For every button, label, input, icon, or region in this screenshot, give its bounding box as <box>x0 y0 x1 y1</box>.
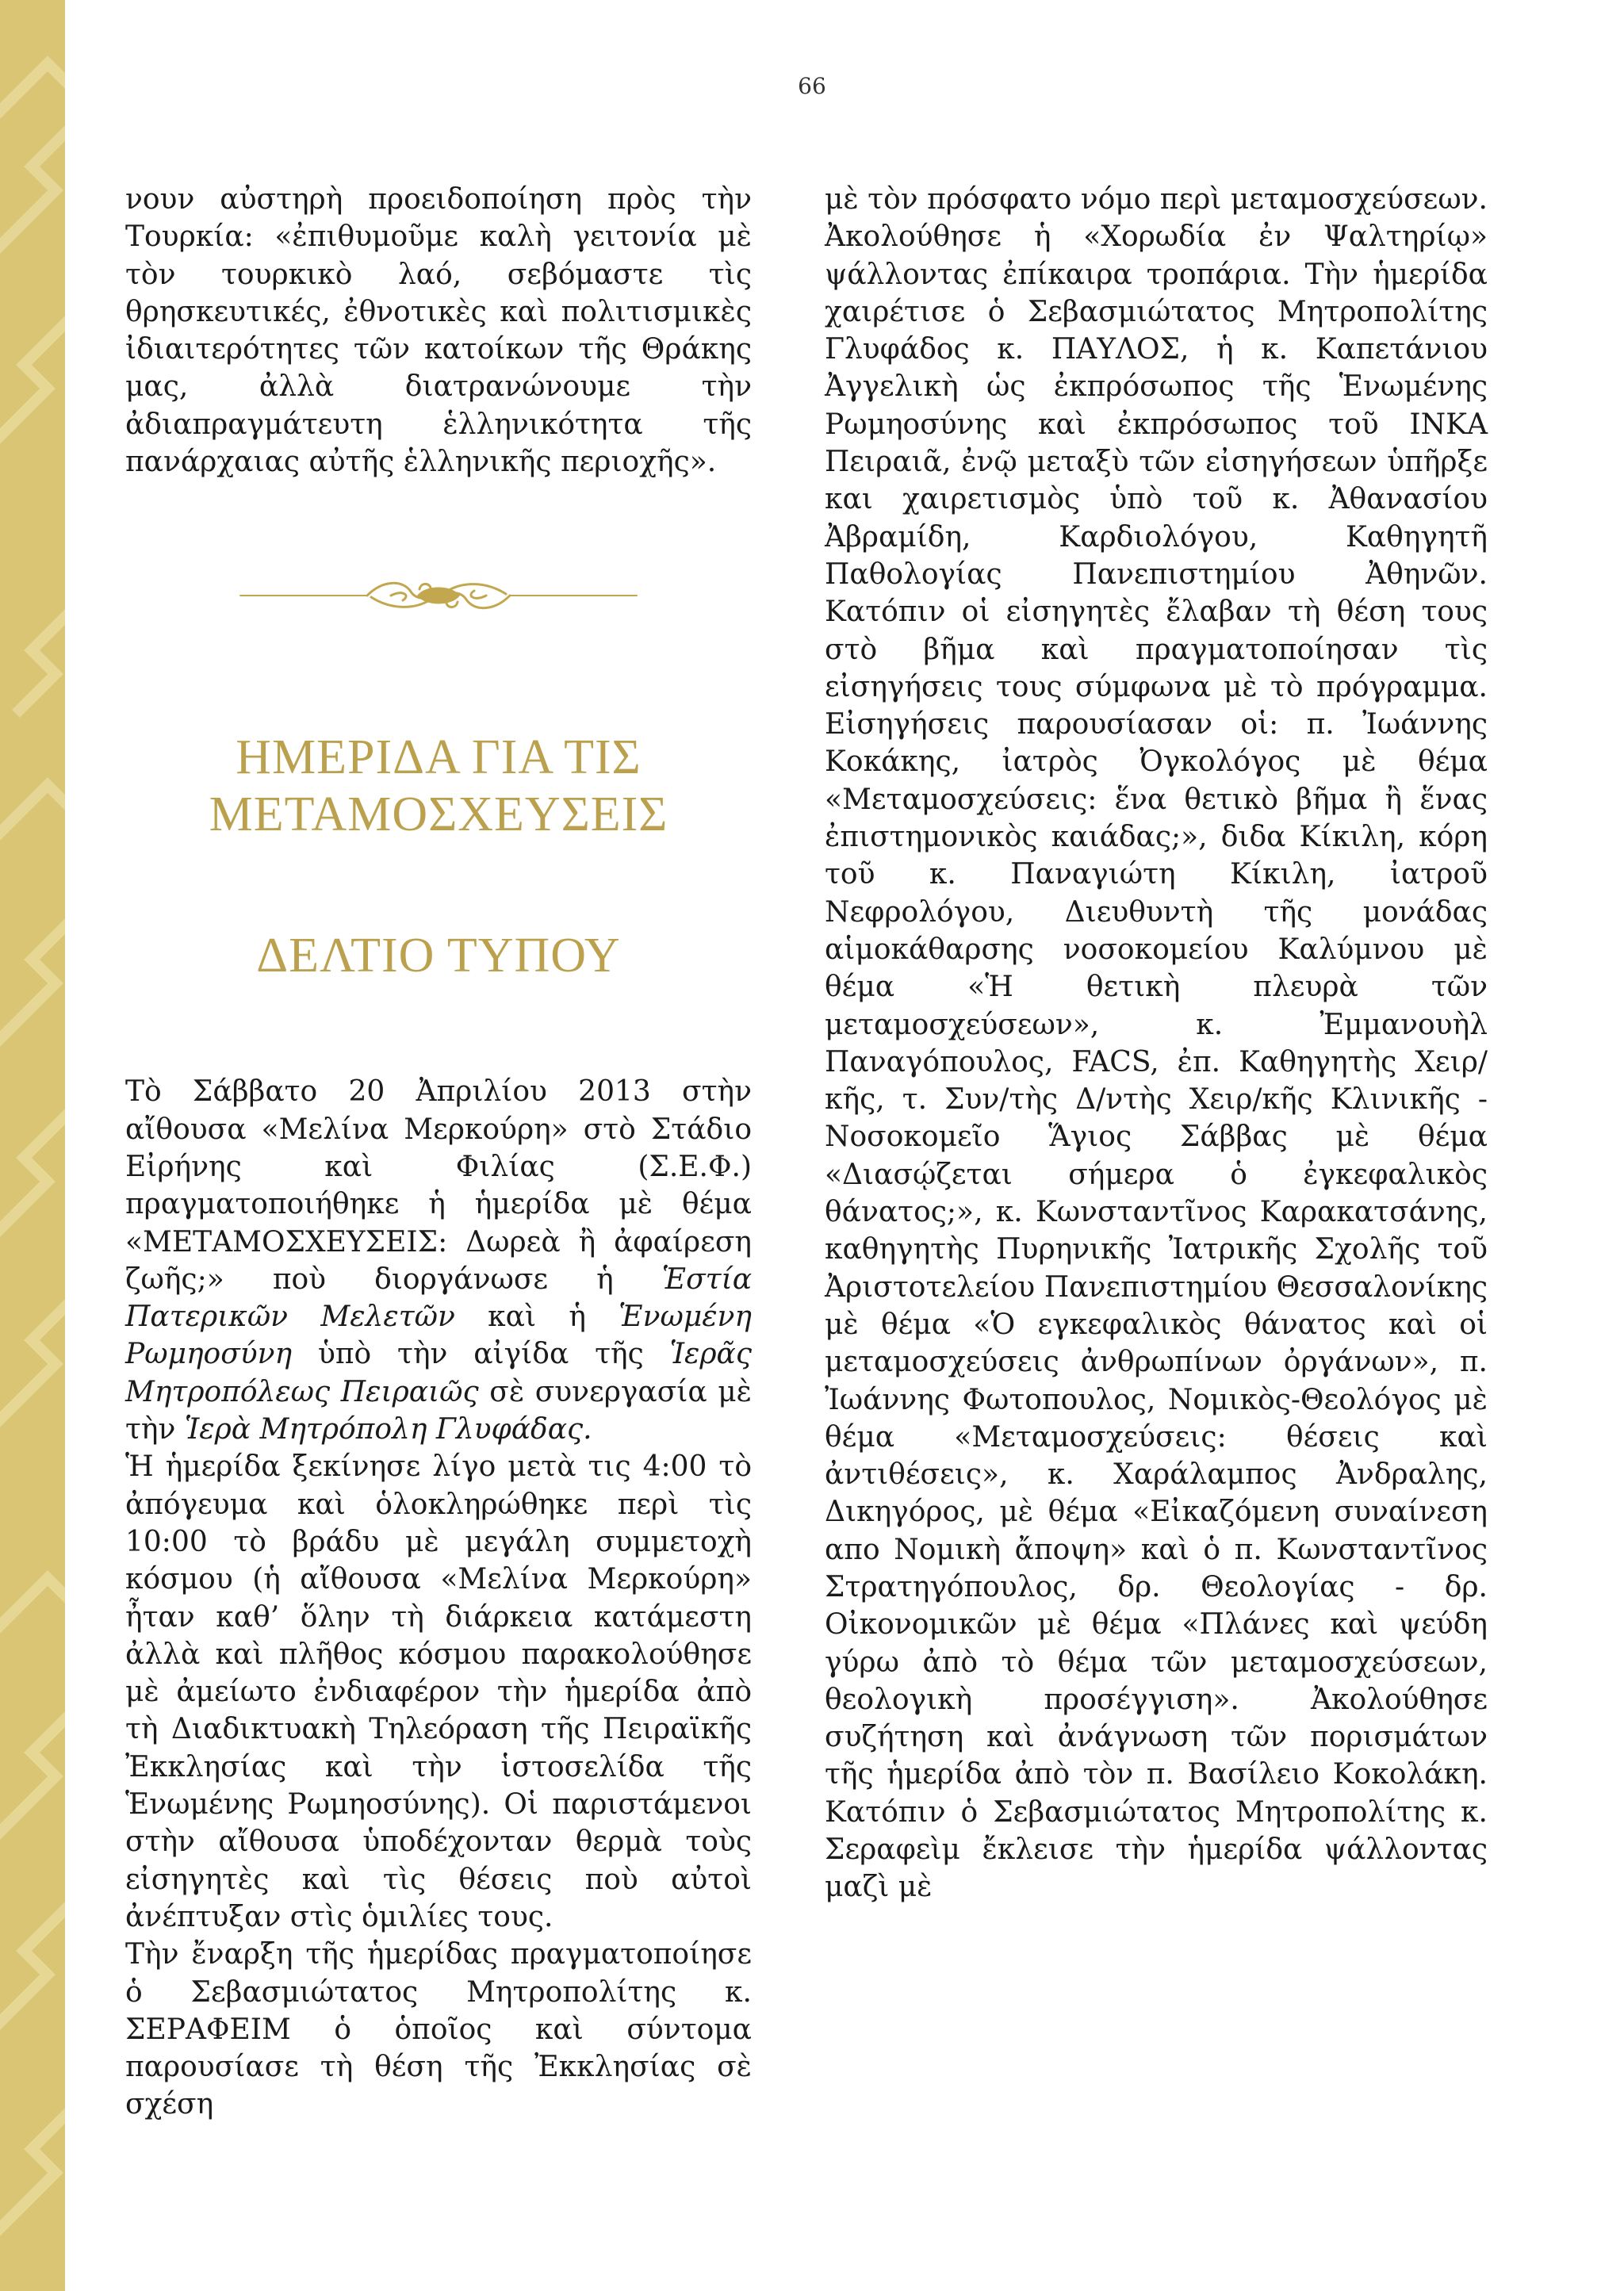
right-body-paragraph: μὲ τὸν πρόσφατο νόμο περὶ μεταμοσχεύσεων. Ἀκολούθησε ἡ «Χορωδία ἐν Ψαλτηρίῳ» ψάλλοντας ἐπίκαιρα τροπάρια. Τὴν ἡμερίδα χαιρέτισε ὁ Σεβασμιώτατος Μητροπολίτης Γλυφάδος κ. ΠΑΥΛΟΣ, ἡ κ. Καπετάνιου Ἀγγελικὴ ὡς ἐκπρόσωπος τῆς Ἑνωμένης Ρωμηοσύνης καὶ ἐκπρόσωπος τοῦ ΙΝΚΑ Πειραιᾶ, ἐνῷ μεταξὺ τῶν εἰσηγήσεων ὑπῆρξε και χαιρετισμὸς ὑπὸ τοῦ κ. Ἀθανασίου Ἀβραμίδη, Καρδιολόγου, Καθηγητῆ Παθολογίας Πανεπιστημίου Ἀθηνῶν. Κατόπιν οἱ εἰσηγητὲς ἔλαβαν τὴ θέση τους στὸ βῆμα καὶ πραγματοποίησαν τὶς εἰσηγήσεις τους σύμφωνα μὲ τὸ πρόγραμμα. Εἰσηγήσεις παρουσίασαν οἱ: π. Ἰωάννης Κοκάκης, ἰατρὸς Ὀγκολόγος μὲ θέμα «Μεταμοσχεύσεις: ἕνα θετικὸ βῆμα ἢ ἕνας ἐπιστημονικὸς καιάδας;», διδα Κίκιλη, κόρη τοῦ κ. Παναγιώτη Κίκιλη, ἰατροῦ Νεφρολόγου, Διευθυντὴ τῆς μονάδας αἱμοκάθαρσης νοσοκομείου Καλύμνου μὲ θέμα «Ἡ θετικὴ πλευρὰ τῶν μεταμοσχεύσεων», κ. Ἐμμανουὴλ Παναγόπουλος, FACS, ἐπ. Καθηγητὴς Χειρ/κῆς, τ. Συν/τὴς Δ/ντὴς Χειρ/κῆς Κλινικῆς - Νοσοκομεῖο Ἅγιος Σάββας μὲ θέμα «Διασῴζεται σήμερα ὁ ἐγκεφαλικὸς θάνατος;», κ. Κωνσταντῖνος Καρακατσάνης, καθηγητὴς Πυρηνικῆς Ἰατρικῆς Σχολῆς τοῦ Ἀριστοτελείου Πανεπιστημίου Θεσσαλονίκης μὲ θέμα «Ὁ εγκεφαλικὸς θάνατος καὶ οἱ μεταμοσχεύσεις ἀνθρωπίνων ὀργάνων», π. Ἰωάννης Φωτοπουλος, Νομικὸς-Θεολόγος μὲ θέμα «Μεταμοσχεύσεις: θέσεις καὶ ἀντιθέσεις», κ. Χαράλαμπος Ἀνδραλης, Δικηγόρος, μὲ θέμα «Εἰκαζόμενη συναίνεση απο Νομικὴ ἄποψη» καὶ ὁ π. Κωνσταντῖνος Στρατηγόπουλος, δρ. Θεολογίας - δρ. Οἰκονομικῶν μὲ θέμα «Πλάνες καὶ ψεύδη γύρω ἀπὸ τὸ θέμα τῶν μεταμοσχεύσεων, θεολογικὴ προσέγγιση». Ἀκολούθησε συζήτηση καὶ ἀνάγνωση τῶν πορισμάτων τῆς ἡμερίδα ἀπὸ τὸν π. Βασίλειο Κοκολάκη. Κατόπιν ὁ Σεβασμιώτατος Μητροπολίτης κ. Σεραφεὶμ ἔκλεισε τὴν ἡμερίδα ψάλλοντας μαζὶ μὲ <box>825 183 1488 1904</box>
heading-title-line2: ΜΕΤΑΜΟΣΧΕΥΣΕΙΣ <box>209 787 668 842</box>
body-paragraph-3: Τὴν ἔναρξη τῆς ἡμερίδας πραγματοποίησε ὁ Σεβασμιώτατος Μητροπολίτης κ. ΣΕΡΑΦΕΙΜ ὁ ὁποῖος καὶ σύντομα παρουσίασε τὴ θέση τῆς Ἐκκλησίας σὲ σχέση <box>125 1938 752 2121</box>
heading-subtitle: ΔΕΛΤΙΟ ΤΥΠΟΥ <box>256 929 621 983</box>
decorative-side-band <box>0 0 65 2291</box>
heading-title-line1: ΗΜΕΡΙΔΑ ΓΙΑ ΤΙΣ <box>236 730 642 785</box>
p1-italic-estia: Ἑστία Πατερικῶν Μελετῶν <box>125 1262 752 1334</box>
p1-text-a: Τὸ Σάββατο 20 Ἀπριλίου 2013 στὴν αἴθουσα «Μελίνα Μερκούρη» στὸ Στάδιο Εἰρήνης καὶ Φιλίας (Σ.Ε.Φ.) πραγματοποιήθηκε ἡ ἡμερίδα μὲ θέμα «ΜΕΤΑΜΟΣΧΕΥΣΕΙΣ: Δωρεὰ ἢ ἀφαίρεση ζωῆς;» ποὺ διοργάνωσε ἡ <box>125 1075 752 1296</box>
decorative-flourish-icon <box>232 572 645 619</box>
right-column <box>825 181 1488 1906</box>
meander-pattern-icon <box>0 0 65 2291</box>
p1-italic-mitropoli-glyfadas: Ἱερὰ Μητρόπολη Γλυφάδας. <box>184 1413 592 1446</box>
body-paragraph-2: Ἡ ἡμερίδα ξεκίνησε λίγο μετὰ τις 4:00 τὸ ἀπόγευμα καὶ ὁλοκληρώθηκε περὶ τὶς 10:00 τὸ βράδυ μὲ μεγάλη συμμετοχὴ κόσμου (ἡ αἴθουσα «Μελίνα Μερκούρη» ἦταν καθ’ ὅλην τὴ διάρκεια κατάμεστη ἀλλὰ καὶ πλῆθος κόσμου παρακολούθησε μὲ ἀμείωτο ἐνδιαφέρον τὴν ἡμερίδα ἀπὸ τὴ Διαδικτυακὴ Τηλεόραση τῆς Πειραϊκῆς Ἐκκλησίας καὶ τὴν ἱστοσελίδα τῆς Ἑνωμένης Ρωμηοσύνης). Οἱ παριστάμενοι στὴν αἴθουσα ὑποδέχονταν θερμὰ τοὺς εἰσηγητὲς καὶ τὶς θέσεις ποὺ αὐτοὶ ἀνέπτυξαν στὶς ὁμιλίες τους. <box>125 1450 752 1933</box>
left-column <box>125 181 752 2124</box>
p1-italic-mitropoli-peiraios: Ἱερᾶς Μητροπόλεως Πειραιῶς <box>125 1338 752 1408</box>
heading-title <box>125 729 752 843</box>
intro-paragraph: νουν αὐστηρὴ προειδοποίηση πρὸς τὴν Τουρκία: «ἐπιθυμοῦμε καλὴ γειτονία μὲ τὸν τουρκικὸ λαό, σεβόμαστε τὶς θρησκευτικές, ἐθνοτικὲς καὶ πολιτισμικὲς ἰδιαιτερότητες τῶν κατοίκων τῆς Θράκης μας, ἀλλὰ διατρανώνουμε τὴν ἀδιαπραγμάτευτη ἑλληνικότητα τῆς πανάρχαιας αὐτῆς ἑλληνικῆς περιοχῆς». <box>125 183 752 479</box>
p1-text-d: σὲ συνεργασία μὲ τὴν <box>125 1375 752 1446</box>
p1-text-c: ὑπὸ τὴν αἰγίδα τῆς <box>292 1338 670 1371</box>
body-paragraph-1 <box>125 1073 752 1448</box>
p1-italic-romiosyni: Ἑνωμένη Ρωμηοσύνη <box>125 1301 752 1371</box>
page-number: 66 <box>798 73 826 99</box>
p1-text-b: καὶ ἡ <box>454 1301 619 1334</box>
